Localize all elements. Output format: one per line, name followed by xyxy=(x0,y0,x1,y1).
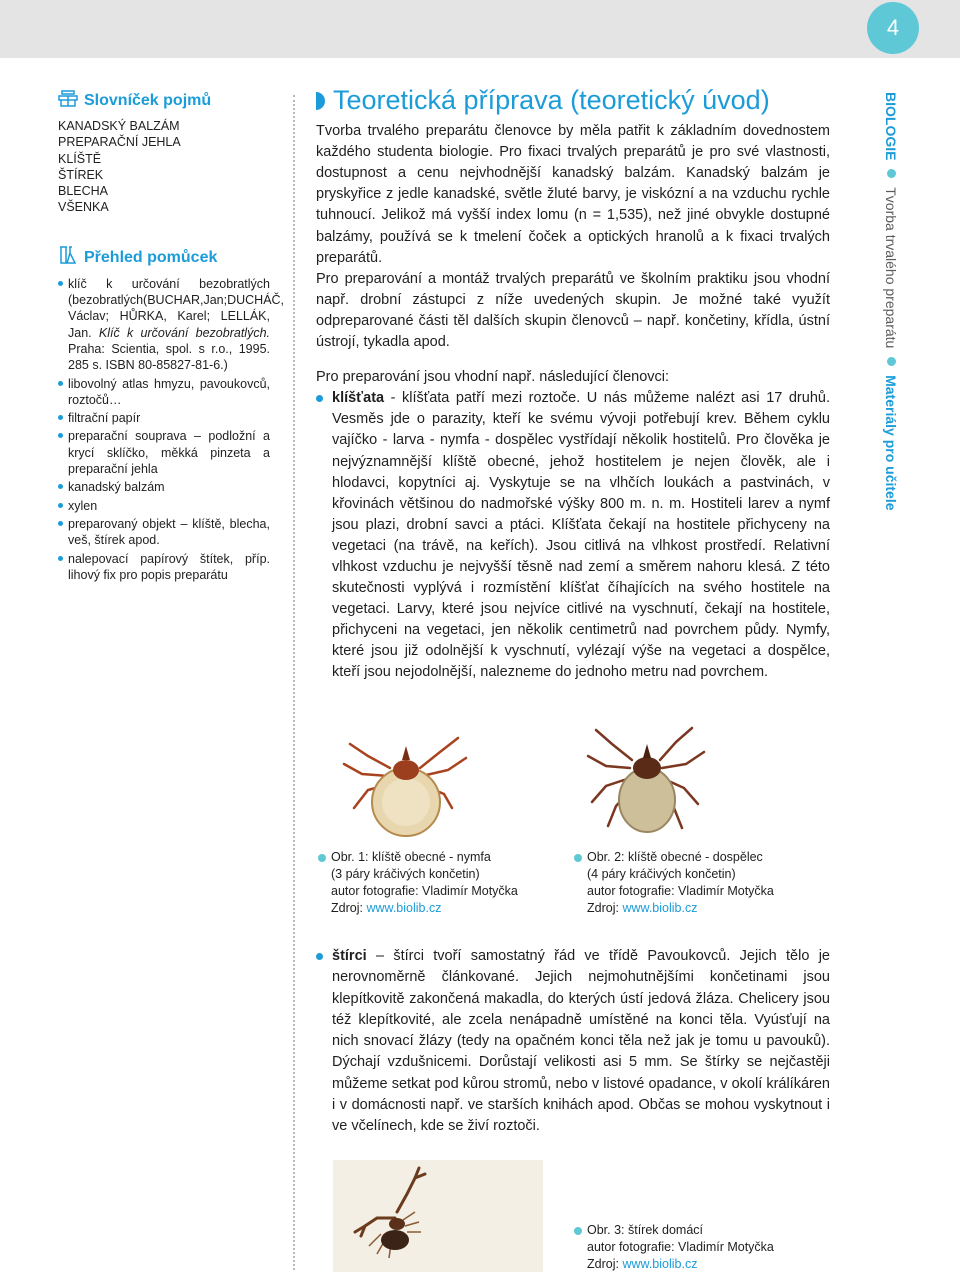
vocab-item: ŠTÍREK xyxy=(58,167,104,182)
list-item: štírci – štírci tvoří samostatný řád ve třídě Pavoukovců. Jejich tělo je nerovnoměrně článkované. Jejich nejmohutnějšími končetinami jsou klepítkovitě zakončená makadla, do kterých ústí jedová žláza. Chelicery jsou též klepítkovité, ale zcela nenápadně umístěné na konci těla. Vyúsťují na nich snovací žlázy (tedy na opačném konci těla než jak je tomu u pavouků). Dýchají vzdušnicemi. Dorůstají velikosti asi 5 mm. Se štírky se nejčastěji můžeme setkat pod kůrou stromů, nebo v listové opadance, v okolí králíkáren i v domácnosti např. ve starších knihách apod. Občas se mohou vyskytnout i ve včelínech, kde se živí roztoči. xyxy=(316,946,830,1138)
list-item: klíšťata - klíšťata patří mezi roztoče. U nás můžeme nalézt asi 17 druhů. Vesměs jde o parazity, kteří ke svému vývoji potřebují krev. Během cyklu vajíčko - larva - nymfa - dospělec vystřídají několik hostitelů. Pro člověka je nejvýznamnější klíště obecné, jehož hostitelem je nejen člověk, ale i hlodavci, kopytníci aj. Vyskytuje se na vlhčích loukách a pastvinách, v křovinách většinou do nadmořské výšky 800 m. n. m. Hostiteli larev a nymf jsou plazi, drobní savci a ptáci. Klíšťata čekají na hostitele přichyceny na vegetaci (na trávě, na keřích). Jsou citlivá na vlhkost prostředí. Relativní vlhkost vzduchu je nejvyšší těsně nad zemí a směrem nahoru klesá. Z této skutečnosti vyplývá i rozmístění klíšťat číhajících na svého hostitele na vegetaci. Larvy, které jsou nejvíce citlivé na vyschnutí, čekají na hostitele, přichyceni na vegetaci, jen několik centimetrů nad povrchem půdy. Nymfy, které jsou již odolnější k vyschnutí, vylézají výše na vegetaci a dospělce, kteří jsou nejodolnější, nalezneme do jednoho metru nad povrchem. xyxy=(316,388,830,683)
vocab-item: VŠENKA xyxy=(58,200,109,215)
organism-list xyxy=(316,388,830,683)
top-band xyxy=(0,0,960,58)
main-title xyxy=(316,85,830,115)
tools-item: filtrační papír xyxy=(58,410,270,426)
term: štírci xyxy=(332,948,367,964)
organism-list-continued xyxy=(316,946,830,1138)
caption-dot xyxy=(574,854,582,862)
half-circle-icon xyxy=(316,92,325,110)
figure-source: Zdroj: www.biolib.cz xyxy=(587,901,698,915)
side-label xyxy=(883,92,903,532)
side-label-dot xyxy=(887,357,896,366)
sidebar xyxy=(58,90,285,585)
vocab-title: Slovníček pojmů xyxy=(84,92,212,109)
paragraph: Tvorba trvalého preparátu členovce by měla patřit k základním dovednostem každého studenta biologie. Pro fixaci trvalých preparátů je pro své vlastnosti, dostupnost a cenu nejvhodnější kanadský balzám. Kanadský balzám je pryskyřice z jedle kanadské, světle žluté barvy, je viskózní a na vzduchu rychle tuhnoucí. Jelikož má vyšší index lomu (n = 1,535), než jiné obvykle dostupné balzámy, používá se k tmelení čoček a optických hranolů a k fixaci trvalých preparátů. xyxy=(316,123,830,266)
tools-list xyxy=(58,276,285,583)
tools-item: preparační souprava – podložní a krycí sklíčko, měkká pinzeta a preparační jehla xyxy=(58,428,270,477)
vocab-item: KANADSKÝ BALZÁM xyxy=(58,119,180,133)
tools-item: klíč k určování bezobratlých (bezobratlých(BUCHAR,Jan;DUCHÁČ, Václav; HŮRKA, Karel; LELLÁK, Jan. Klíč k určování bezobratlých. Praha: Scientia, spol. s r.o., 1995. 285 s. ISBN 80-85827-81-6.) xyxy=(58,276,270,374)
tools-item: xylen xyxy=(58,498,270,514)
tools-item: kanadský balzám xyxy=(58,479,270,495)
main-content xyxy=(316,85,830,684)
vocab-item: PREPARAČNÍ JEHLA xyxy=(58,135,181,150)
caption-dot xyxy=(574,1227,582,1235)
figure-caption-1 xyxy=(331,849,571,917)
tick-nymph-photo xyxy=(340,716,470,841)
figure-author: autor fotografie: Vladimír Motyčka xyxy=(331,884,518,898)
page-number: 4 xyxy=(867,2,919,54)
column-divider xyxy=(293,95,295,1270)
caption-dot xyxy=(318,854,326,862)
vocab-item: KLÍŠTĚ xyxy=(58,151,102,166)
vocab-heading xyxy=(58,90,270,112)
main-title-text: Teoretická příprava (teoretický úvod) xyxy=(333,85,770,115)
figure-note: (4 páry kráčivých končetin) xyxy=(587,867,736,881)
side-label-section: Materiály pro učitele xyxy=(883,375,899,511)
figure-note: (3 páry kráčivých končetin) xyxy=(331,867,480,881)
vocab-item: BLECHA xyxy=(58,184,109,199)
source-link[interactable]: www.biolib.cz xyxy=(366,901,442,915)
source-link[interactable]: www.biolib.cz xyxy=(622,901,698,915)
figure-source: Zdroj: www.biolib.cz xyxy=(331,901,442,915)
paragraph: Pro preparování a montáž trvalých preparátů ve školním praktiku jsou vhodní např. drobní zástupci z níže uvedených skupin. Je možné také využít odpreparované části těl dalších skupin členovců – např. končetiny, křídla, ústní ústrojí, tykadla apod. xyxy=(316,270,830,351)
side-label-dot xyxy=(887,169,896,178)
figure-author: autor fotografie: Vladimír Motyčka xyxy=(587,884,774,898)
figure-author: autor fotografie: Vladimír Motyčka xyxy=(587,1240,774,1254)
tools-title: Přehled pomůcek xyxy=(84,248,218,266)
term: klíšťata xyxy=(332,390,385,407)
flask-icon xyxy=(58,246,78,270)
figure-caption-3 xyxy=(587,1222,827,1273)
source-link[interactable]: www.biolib.cz xyxy=(622,1257,698,1271)
vocab-list xyxy=(58,118,270,216)
list-intro: Pro preparování jsou vhodní např. následující členovci: xyxy=(316,369,670,386)
figure-source: Zdroj: www.biolib.cz xyxy=(587,1257,698,1271)
pseudoscorpion-photo xyxy=(333,1160,543,1272)
figure-caption-2 xyxy=(587,849,827,917)
figure-title: Obr. 2: klíště obecné - dospělec xyxy=(587,850,763,864)
side-label-topic: Tvorba trvalého preparátu xyxy=(883,187,899,349)
tools-item: libovolný atlas hmyzu, pavoukovců, roztočů… xyxy=(58,376,270,409)
side-label-subject: BIOLOGIE xyxy=(883,92,899,161)
figure-title: Obr. 3: štírek domácí xyxy=(587,1223,704,1237)
tools-heading xyxy=(58,246,270,270)
tick-adult-photo xyxy=(580,716,710,841)
tools-item: nalepovací papírový štítek, příp. lihový fix pro popis preparátu xyxy=(58,551,270,584)
figure-title: Obr. 1: klíště obecné - nymfa xyxy=(331,850,491,864)
dictionary-icon xyxy=(58,90,78,112)
tools-item: preparovaný objekt – klíště, blecha, veš, štírek apod. xyxy=(58,516,270,549)
